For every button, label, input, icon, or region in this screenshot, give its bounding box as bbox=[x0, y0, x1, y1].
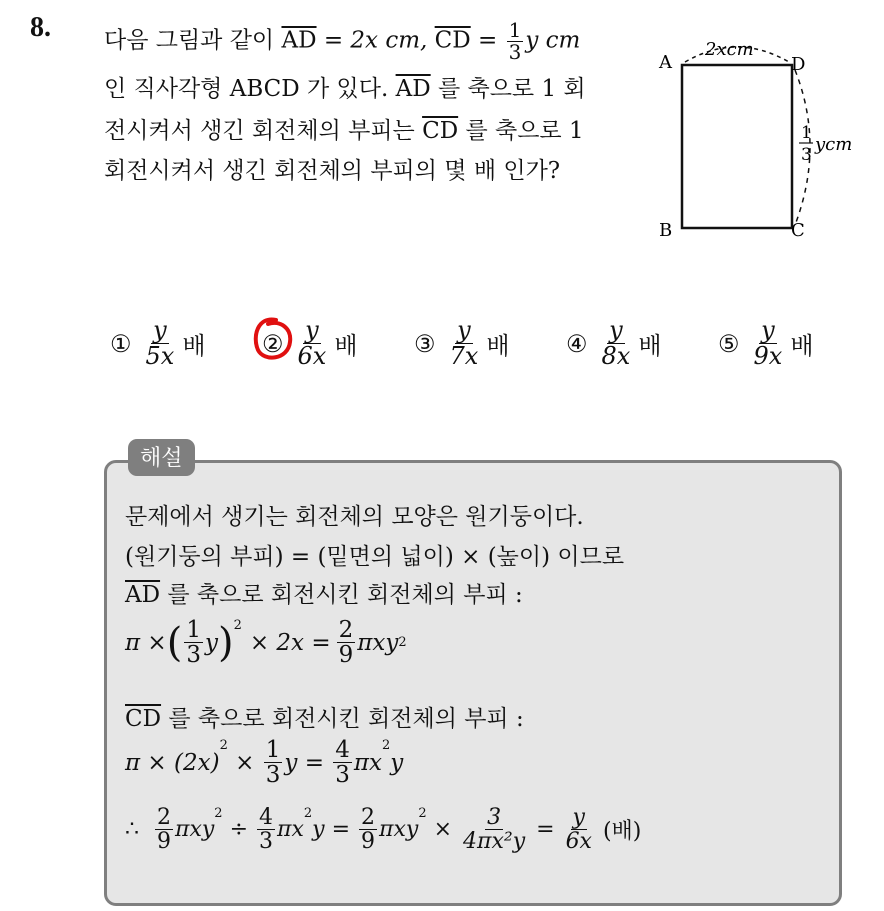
solution-tag: 해설 bbox=[128, 439, 195, 476]
segment-ad: $\overline{AD}$ bbox=[281, 27, 317, 54]
choice-2[interactable]: ② $\frac{y}{6x}$ 배 bbox=[262, 316, 358, 371]
question-line-3: 전시켜서 생긴 회전체의 부피는 $\overline{CD}$ 를 축으로 1 bbox=[104, 118, 584, 144]
choice-3[interactable]: ③ $\frac{y}{7x}$ 배 bbox=[414, 316, 510, 371]
answer-circle-mark bbox=[250, 314, 296, 364]
question-line-4: 회전시켜서 생긴 회전체의 부피의 몇 배 인가? bbox=[104, 158, 561, 184]
segment-cd: $\overline{CD}$ bbox=[434, 27, 471, 54]
label-d: D bbox=[791, 54, 806, 75]
solution-line-6: π × (2x) $^2$ × $\frac{1}{3}$ y = $\frac{4}{3}$ πx $^2$ y bbox=[125, 737, 404, 789]
fraction-one-third: $\frac{1}{3}$ bbox=[508, 18, 522, 64]
rectangle-abcd bbox=[682, 65, 792, 228]
label-side-num: 1 bbox=[801, 123, 812, 143]
question-number: 8. bbox=[30, 12, 51, 43]
solution-line-1: 문제에서 생기는 회전체의 모양은 원기둥이다. bbox=[125, 504, 584, 530]
label-a: A bbox=[659, 52, 672, 73]
label-c: C bbox=[791, 220, 805, 241]
choice-5[interactable]: ⑤ $\frac{y}{9x}$ 배 bbox=[718, 316, 814, 371]
label-top-length: 2xcm bbox=[705, 39, 754, 60]
rectangle-diagram bbox=[655, 30, 884, 250]
solution-line-5: $\overline{CD}$ 를 축으로 회전시킨 회전체의 부피 : bbox=[125, 706, 524, 732]
question-line-2: 인 직사각형 ABCD 가 있다. $\overline{AD}$ 를 축으로 1 회 bbox=[104, 76, 586, 102]
choice-1[interactable]: ① $\frac{y}{5x}$ 배 bbox=[110, 316, 206, 371]
label-side-den: 3 bbox=[801, 145, 812, 165]
label-b: B bbox=[659, 220, 673, 241]
solution-line-4: π × ( $\frac{1}{3}$ y ) $^2$ × 2x = $\frac{2}{9}$ πxy 2 bbox=[125, 617, 407, 669]
solution-line-3: $\overline{AD}$ 를 축으로 회전시킨 회전체의 부피 : bbox=[125, 582, 523, 608]
solution-line-7: ∴ $\frac{2}{9}$ πxy $^2$ ÷ $\frac{4}{3}$ πx $^2$ y = $\frac{2}{9}$ πxy $^2$ × $\frac{3}{\text{4πx²y}}$ = $\frac{y}{6x}$ (배) bbox=[125, 805, 642, 855]
question-line-1: 다음 그림과 같이 $\overline{AD} = 2x$ cm, $\overline{CD}$ = $\frac{1}{3}$ y cm bbox=[104, 18, 581, 64]
choice-4[interactable]: ④ $\frac{y}{8x}$ 배 bbox=[566, 316, 662, 371]
label-side-unit: ycm bbox=[815, 134, 853, 155]
solution-line-2: (원기둥의 부피) = (밑면의 넓이) × (높이) 이므로 bbox=[125, 544, 625, 570]
